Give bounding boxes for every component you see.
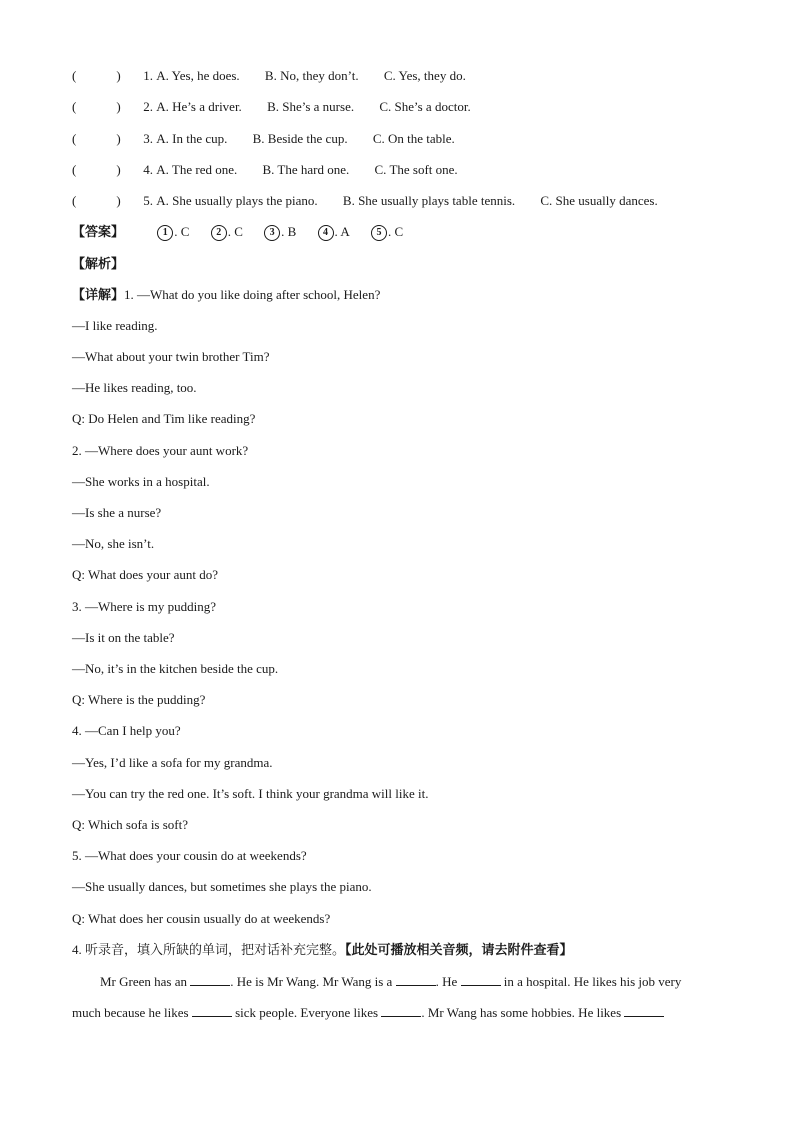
detail-line: 3. —Where is my pudding? bbox=[72, 599, 217, 614]
detail-line: —He likes reading, too. bbox=[72, 380, 197, 395]
blank-2[interactable] bbox=[396, 973, 436, 986]
option-c: C. On the table. bbox=[372, 131, 455, 146]
detail-line: —She works in a hospital. bbox=[72, 474, 210, 489]
option-b: B. The hard one. bbox=[262, 162, 350, 177]
paren-open: ( bbox=[72, 193, 77, 208]
cloze-line-2: much because he likes sick people. Everyone likes . Mr Wang has some hobbies. He likes bbox=[72, 1004, 664, 1020]
option-a: A. In the cup. bbox=[156, 131, 228, 146]
analysis-label: 【解析】 bbox=[72, 256, 125, 271]
paren-open: ( bbox=[72, 162, 77, 177]
circled-number: 2 bbox=[211, 225, 227, 241]
detail-line: —Is she a nurse? bbox=[72, 505, 162, 520]
blank-5[interactable] bbox=[381, 1004, 421, 1017]
detail-line: —She usually dances, but sometimes she plays the piano. bbox=[72, 879, 372, 894]
detail-line: —No, she isn’t. bbox=[72, 536, 155, 551]
answer-value: . A bbox=[334, 224, 350, 239]
option-b: B. She’s a nurse. bbox=[267, 99, 355, 114]
detail-line: 4. —Can I help you? bbox=[72, 723, 181, 738]
circled-number: 3 bbox=[264, 225, 280, 241]
answer-item bbox=[157, 224, 189, 241]
detail-line: Q: Which sofa is soft? bbox=[72, 817, 189, 832]
question-number: 2. bbox=[143, 99, 153, 114]
question-2 bbox=[72, 99, 471, 115]
paren-close: ) bbox=[116, 131, 121, 146]
paren-open: ( bbox=[72, 99, 77, 114]
circled-number: 1 bbox=[157, 225, 173, 241]
question-3 bbox=[72, 131, 455, 147]
option-a: A. She usually plays the piano. bbox=[156, 193, 318, 208]
question-5 bbox=[72, 193, 658, 209]
section-number: 4. bbox=[72, 942, 82, 957]
option-c: C. She usually dances. bbox=[540, 193, 658, 208]
circled-number: 4 bbox=[318, 225, 334, 241]
detail-line: —No, it’s in the kitchen beside the cup. bbox=[72, 661, 279, 676]
section-instruction: 听录音，填入所缺的单词，把对话补充完整。 bbox=[85, 942, 346, 957]
question-1 bbox=[72, 68, 466, 84]
answer-item bbox=[211, 224, 243, 241]
audio-note: 【此处可播放相关音频，请去附件查看】 bbox=[345, 942, 573, 957]
option-c: C. Yes, they do. bbox=[383, 68, 466, 83]
option-b: B. Beside the cup. bbox=[252, 131, 348, 146]
option-c: C. The soft one. bbox=[374, 162, 458, 177]
blank-6[interactable] bbox=[624, 1004, 664, 1017]
question-number: 4. bbox=[143, 162, 153, 177]
answer-value: . C bbox=[174, 224, 190, 239]
blank-1[interactable] bbox=[190, 973, 230, 986]
detail-line: Q: What does her cousin usually do at weekends? bbox=[72, 911, 331, 926]
question-number: 3. bbox=[143, 131, 153, 146]
option-b: B. She usually plays table tennis. bbox=[342, 193, 516, 208]
paren-open: ( bbox=[72, 131, 77, 146]
detail-line: —You can try the red one. It’s soft. I think your grandma will like it. bbox=[72, 786, 429, 801]
detail-text: 1. —What do you like doing after school, Helen? bbox=[124, 287, 381, 302]
detail-label: 【详解】 bbox=[72, 287, 125, 302]
detail-line bbox=[72, 287, 380, 303]
option-a: A. The red one. bbox=[156, 162, 238, 177]
detail-line: Q: What does your aunt do? bbox=[72, 567, 218, 582]
paren-close: ) bbox=[116, 162, 121, 177]
detail-line: 5. —What does your cousin do at weekends? bbox=[72, 848, 307, 863]
question-number: 5. bbox=[143, 193, 153, 208]
option-a: A. He’s a driver. bbox=[156, 99, 242, 114]
answer-item bbox=[318, 224, 350, 241]
question-4 bbox=[72, 162, 458, 178]
paren-close: ) bbox=[116, 193, 121, 208]
section-4-heading bbox=[72, 942, 573, 958]
detail-line: 2. —Where does your aunt work? bbox=[72, 443, 249, 458]
answer-item bbox=[371, 224, 403, 241]
answer-label: 【答案】 bbox=[72, 224, 125, 239]
answer-value: . B bbox=[281, 224, 297, 239]
detail-line: —Is it on the table? bbox=[72, 630, 175, 645]
option-c: C. She’s a doctor. bbox=[379, 99, 471, 114]
detail-line: —Yes, I’d like a sofa for my grandma. bbox=[72, 755, 273, 770]
blank-4[interactable] bbox=[192, 1004, 232, 1017]
cloze-line-1: Mr Green has an . He is Mr Wang. Mr Wang is a . He in a hospital. He likes his job very bbox=[100, 974, 682, 989]
detail-line: —What about your twin brother Tim? bbox=[72, 349, 270, 364]
option-b: B. No, they don’t. bbox=[264, 68, 359, 83]
question-number: 1. bbox=[143, 68, 153, 83]
answer-value: . C bbox=[387, 224, 404, 239]
paren-open: ( bbox=[72, 68, 77, 83]
detail-line: Q: Where is the pudding? bbox=[72, 692, 206, 707]
blank-3[interactable] bbox=[461, 973, 501, 986]
circled-number: 5 bbox=[371, 225, 387, 241]
detail-line: Q: Do Helen and Tim like reading? bbox=[72, 411, 256, 426]
option-a: A. Yes, he does. bbox=[156, 68, 240, 83]
answer-value: . C bbox=[227, 224, 243, 239]
detail-line: —I like reading. bbox=[72, 318, 158, 333]
answer-line bbox=[72, 224, 403, 240]
paren-close: ) bbox=[116, 68, 121, 83]
paren-close: ) bbox=[116, 99, 121, 114]
answer-item bbox=[264, 224, 296, 241]
